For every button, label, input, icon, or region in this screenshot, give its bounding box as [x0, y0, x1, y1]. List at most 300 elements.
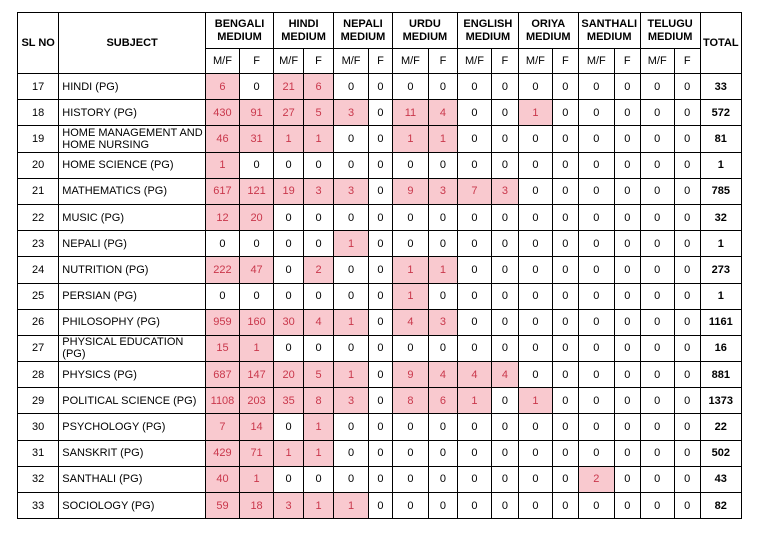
subject-header: SUBJECT: [59, 13, 206, 74]
value-cell: 0: [640, 466, 674, 492]
value-cell: 0: [640, 283, 674, 309]
value-cell: 0: [614, 178, 640, 204]
value-cell: 21: [274, 74, 304, 100]
value-cell: 0: [578, 178, 614, 204]
medium-header: SANTHALI MEDIUM: [578, 13, 640, 49]
value-cell: 0: [640, 388, 674, 414]
value-cell: 0: [334, 204, 369, 230]
value-cell: 0: [674, 440, 700, 466]
medium-header: BENGALI MEDIUM: [205, 13, 273, 49]
value-cell: 0: [492, 204, 519, 230]
sl-no-cell: 21: [18, 178, 59, 204]
value-cell: 1: [334, 309, 369, 335]
value-cell: 0: [492, 257, 519, 283]
sl-no-cell: 29: [18, 388, 59, 414]
value-cell: 27: [274, 100, 304, 126]
value-cell: 1: [240, 466, 274, 492]
value-cell: 46: [205, 126, 239, 152]
value-cell: 1: [205, 152, 239, 178]
value-cell: 9: [392, 362, 428, 388]
value-cell: 0: [492, 283, 519, 309]
value-cell: 0: [334, 74, 369, 100]
value-cell: 0: [492, 126, 519, 152]
subject-cell: PHILOSOPHY (PG): [59, 309, 206, 335]
value-cell: 0: [614, 493, 640, 519]
value-cell: 1: [304, 493, 334, 519]
table-row: [18, 283, 742, 309]
table-row: [18, 178, 742, 204]
value-cell: 0: [552, 493, 578, 519]
value-cell: 0: [492, 74, 519, 100]
value-cell: 0: [334, 257, 369, 283]
value-cell: 0: [457, 414, 491, 440]
value-cell: 160: [240, 309, 274, 335]
value-cell: 0: [518, 493, 552, 519]
value-cell: 11: [392, 100, 428, 126]
value-cell: 0: [369, 493, 393, 519]
value-cell: 0: [457, 257, 491, 283]
value-cell: 0: [274, 414, 304, 440]
value-cell: 0: [578, 493, 614, 519]
table-body: [18, 74, 742, 519]
value-cell: 0: [674, 493, 700, 519]
table-row: [18, 335, 742, 361]
value-cell: 0: [240, 283, 274, 309]
value-cell: 0: [640, 204, 674, 230]
value-cell: 0: [614, 204, 640, 230]
value-cell: 121: [240, 178, 274, 204]
value-cell: 0: [518, 231, 552, 257]
mf-header: M/F: [274, 49, 304, 74]
value-cell: 0: [674, 257, 700, 283]
value-cell: 30: [274, 309, 304, 335]
value-cell: 0: [674, 178, 700, 204]
value-cell: 0: [369, 335, 393, 361]
mf-header: M/F: [392, 49, 428, 74]
value-cell: 0: [518, 152, 552, 178]
medium-header: ENGLISH MEDIUM: [457, 13, 518, 49]
enrollment-table: [17, 12, 742, 519]
f-header: F: [492, 49, 519, 74]
value-cell: 1: [274, 126, 304, 152]
value-cell: 6: [205, 74, 239, 100]
value-cell: 0: [492, 388, 519, 414]
sl-no-cell: 31: [18, 440, 59, 466]
subject-cell: SANSKRIT (PG): [59, 440, 206, 466]
value-cell: 3: [429, 178, 458, 204]
value-cell: 18: [240, 493, 274, 519]
value-cell: 0: [674, 283, 700, 309]
value-cell: 47: [240, 257, 274, 283]
value-cell: 3: [274, 493, 304, 519]
value-cell: 0: [304, 283, 334, 309]
value-cell: 0: [518, 466, 552, 492]
value-cell: 0: [304, 152, 334, 178]
value-cell: 0: [240, 231, 274, 257]
total-cell: 16: [700, 335, 741, 361]
value-cell: 0: [492, 100, 519, 126]
value-cell: 0: [457, 466, 491, 492]
value-cell: 0: [369, 362, 393, 388]
value-cell: 4: [429, 362, 458, 388]
value-cell: 0: [578, 126, 614, 152]
value-cell: 0: [674, 204, 700, 230]
value-cell: 14: [240, 414, 274, 440]
sl-no-header: SL NO: [18, 13, 59, 74]
table-row: [18, 257, 742, 283]
value-cell: 0: [518, 440, 552, 466]
value-cell: 0: [674, 126, 700, 152]
value-cell: 0: [274, 466, 304, 492]
value-cell: 617: [205, 178, 239, 204]
value-cell: 0: [552, 74, 578, 100]
value-cell: 0: [304, 231, 334, 257]
value-cell: 0: [674, 388, 700, 414]
value-cell: 0: [640, 362, 674, 388]
value-cell: 0: [674, 231, 700, 257]
value-cell: 0: [552, 126, 578, 152]
total-cell: 1373: [700, 388, 741, 414]
total-cell: 273: [700, 257, 741, 283]
value-cell: 0: [614, 283, 640, 309]
value-cell: 0: [578, 309, 614, 335]
subject-cell: PHYSICAL EDUCATION (PG): [59, 335, 206, 361]
value-cell: 0: [614, 152, 640, 178]
value-cell: 0: [392, 152, 428, 178]
value-cell: 0: [640, 178, 674, 204]
value-cell: 0: [518, 257, 552, 283]
total-cell: 1: [700, 152, 741, 178]
sl-no-cell: 32: [18, 466, 59, 492]
value-cell: 0: [614, 440, 640, 466]
sl-no-cell: 26: [18, 309, 59, 335]
value-cell: 0: [552, 152, 578, 178]
value-cell: 0: [274, 335, 304, 361]
value-cell: 0: [429, 74, 458, 100]
value-cell: 5: [304, 362, 334, 388]
value-cell: 0: [614, 362, 640, 388]
value-cell: 6: [304, 74, 334, 100]
value-cell: 0: [640, 309, 674, 335]
value-cell: 0: [518, 309, 552, 335]
medium-header: NEPALI MEDIUM: [334, 13, 393, 49]
f-header: F: [429, 49, 458, 74]
value-cell: 1108: [205, 388, 239, 414]
value-cell: 0: [674, 100, 700, 126]
value-cell: 0: [518, 414, 552, 440]
total-cell: 43: [700, 466, 741, 492]
f-header: F: [674, 49, 700, 74]
total-cell: 82: [700, 493, 741, 519]
value-cell: 0: [457, 74, 491, 100]
value-cell: 0: [578, 74, 614, 100]
value-cell: 0: [614, 335, 640, 361]
total-header: TOTAL: [700, 13, 741, 74]
table-row: [18, 362, 742, 388]
value-cell: 2: [304, 257, 334, 283]
table-row: [18, 100, 742, 126]
value-cell: 1: [429, 126, 458, 152]
value-cell: 0: [674, 335, 700, 361]
value-cell: 0: [640, 257, 674, 283]
value-cell: 0: [457, 152, 491, 178]
value-cell: 0: [640, 74, 674, 100]
mf-header: M/F: [518, 49, 552, 74]
value-cell: 0: [457, 283, 491, 309]
value-cell: 0: [578, 335, 614, 361]
sl-no-cell: 24: [18, 257, 59, 283]
value-cell: 0: [334, 335, 369, 361]
subject-cell: HOME MANAGEMENT AND HOME NURSING: [59, 126, 206, 152]
value-cell: 0: [552, 414, 578, 440]
mf-header: M/F: [578, 49, 614, 74]
value-cell: 0: [492, 493, 519, 519]
value-cell: 0: [369, 74, 393, 100]
value-cell: 1: [304, 440, 334, 466]
value-cell: 8: [304, 388, 334, 414]
value-cell: 0: [518, 126, 552, 152]
value-cell: 0: [457, 309, 491, 335]
value-cell: 0: [240, 74, 274, 100]
medium-header: URDU MEDIUM: [392, 13, 457, 49]
value-cell: 1: [304, 126, 334, 152]
value-cell: 1: [334, 493, 369, 519]
value-cell: 3: [334, 388, 369, 414]
total-cell: 785: [700, 178, 741, 204]
value-cell: 20: [240, 204, 274, 230]
value-cell: 0: [578, 440, 614, 466]
value-cell: 5: [304, 100, 334, 126]
value-cell: 1: [334, 231, 369, 257]
total-cell: 1161: [700, 309, 741, 335]
sl-no-cell: 18: [18, 100, 59, 126]
value-cell: 0: [369, 257, 393, 283]
value-cell: 687: [205, 362, 239, 388]
value-cell: 0: [640, 335, 674, 361]
value-cell: 0: [552, 335, 578, 361]
value-cell: 71: [240, 440, 274, 466]
value-cell: 0: [429, 283, 458, 309]
value-cell: 0: [492, 440, 519, 466]
value-cell: 959: [205, 309, 239, 335]
value-cell: 0: [578, 100, 614, 126]
value-cell: 0: [640, 152, 674, 178]
value-cell: 3: [492, 178, 519, 204]
value-cell: 0: [614, 388, 640, 414]
value-cell: 0: [392, 414, 428, 440]
value-cell: 0: [392, 231, 428, 257]
value-cell: 0: [578, 388, 614, 414]
value-cell: 0: [429, 466, 458, 492]
value-cell: 0: [334, 414, 369, 440]
value-cell: 0: [369, 309, 393, 335]
value-cell: 0: [552, 466, 578, 492]
table-row: [18, 440, 742, 466]
value-cell: 0: [392, 440, 428, 466]
subject-cell: HINDI (PG): [59, 74, 206, 100]
sl-no-cell: 20: [18, 152, 59, 178]
value-cell: 0: [369, 466, 393, 492]
total-cell: 22: [700, 414, 741, 440]
value-cell: 4: [429, 100, 458, 126]
value-cell: 0: [334, 283, 369, 309]
value-cell: 15: [205, 335, 239, 361]
value-cell: 0: [614, 100, 640, 126]
value-cell: 0: [552, 231, 578, 257]
table-row: [18, 74, 742, 100]
medium-header: ORIYA MEDIUM: [518, 13, 578, 49]
subject-cell: PERSIAN (PG): [59, 283, 206, 309]
value-cell: 0: [518, 178, 552, 204]
value-cell: 0: [429, 335, 458, 361]
value-cell: 7: [205, 414, 239, 440]
total-cell: 32: [700, 204, 741, 230]
value-cell: 0: [274, 204, 304, 230]
mf-header: M/F: [334, 49, 369, 74]
value-cell: 0: [492, 335, 519, 361]
subject-cell: MATHEMATICS (PG): [59, 178, 206, 204]
value-cell: 1: [392, 283, 428, 309]
value-cell: 3: [334, 178, 369, 204]
value-cell: 0: [429, 231, 458, 257]
value-cell: 1: [304, 414, 334, 440]
value-cell: 6: [429, 388, 458, 414]
value-cell: 0: [369, 440, 393, 466]
value-cell: 3: [334, 100, 369, 126]
f-header: F: [552, 49, 578, 74]
subject-cell: PSYCHOLOGY (PG): [59, 414, 206, 440]
value-cell: 0: [457, 100, 491, 126]
subject-cell: POLITICAL SCIENCE (PG): [59, 388, 206, 414]
value-cell: 0: [429, 493, 458, 519]
mf-header: M/F: [457, 49, 491, 74]
mf-header: M/F: [205, 49, 239, 74]
value-cell: 0: [457, 493, 491, 519]
f-header: F: [240, 49, 274, 74]
value-cell: 0: [578, 257, 614, 283]
value-cell: 0: [492, 231, 519, 257]
value-cell: 1: [518, 388, 552, 414]
value-cell: 35: [274, 388, 304, 414]
value-cell: 0: [674, 309, 700, 335]
subject-cell: HISTORY (PG): [59, 100, 206, 126]
sl-no-cell: 25: [18, 283, 59, 309]
value-cell: 0: [552, 257, 578, 283]
value-cell: 0: [369, 283, 393, 309]
value-cell: 0: [334, 152, 369, 178]
value-cell: 0: [640, 493, 674, 519]
value-cell: 0: [518, 335, 552, 361]
table-row: [18, 231, 742, 257]
value-cell: 430: [205, 100, 239, 126]
value-cell: 0: [640, 231, 674, 257]
value-cell: 2: [578, 466, 614, 492]
value-cell: 0: [552, 283, 578, 309]
value-cell: 0: [369, 204, 393, 230]
value-cell: 9: [392, 178, 428, 204]
subject-cell: MUSIC (PG): [59, 204, 206, 230]
value-cell: 0: [392, 466, 428, 492]
value-cell: 222: [205, 257, 239, 283]
value-cell: 0: [578, 362, 614, 388]
subject-cell: NUTRITION (PG): [59, 257, 206, 283]
value-cell: 0: [518, 283, 552, 309]
value-cell: 429: [205, 440, 239, 466]
subject-cell: NEPALI (PG): [59, 231, 206, 257]
value-cell: 0: [392, 204, 428, 230]
table-row: [18, 204, 742, 230]
value-cell: 0: [334, 466, 369, 492]
sl-no-cell: 17: [18, 74, 59, 100]
value-cell: 1: [274, 440, 304, 466]
value-cell: 0: [552, 388, 578, 414]
value-cell: 0: [614, 466, 640, 492]
value-cell: 0: [578, 414, 614, 440]
value-cell: 31: [240, 126, 274, 152]
value-cell: 0: [457, 126, 491, 152]
value-cell: 0: [640, 100, 674, 126]
value-cell: 0: [640, 126, 674, 152]
value-cell: 203: [240, 388, 274, 414]
table-header: [18, 13, 742, 74]
value-cell: 7: [457, 178, 491, 204]
medium-header: TELUGU MEDIUM: [640, 13, 700, 49]
value-cell: 0: [274, 231, 304, 257]
value-cell: 0: [457, 335, 491, 361]
value-cell: 0: [614, 74, 640, 100]
value-cell: 1: [429, 257, 458, 283]
value-cell: 0: [518, 204, 552, 230]
value-cell: 0: [640, 414, 674, 440]
value-cell: 0: [640, 440, 674, 466]
value-cell: 0: [392, 74, 428, 100]
sl-no-cell: 30: [18, 414, 59, 440]
value-cell: 0: [304, 335, 334, 361]
value-cell: 12: [205, 204, 239, 230]
value-cell: 0: [614, 231, 640, 257]
value-cell: 0: [457, 204, 491, 230]
total-cell: 1: [700, 231, 741, 257]
subject-cell: SOCIOLOGY (PG): [59, 493, 206, 519]
value-cell: 0: [492, 414, 519, 440]
value-cell: 0: [369, 178, 393, 204]
value-cell: 4: [392, 309, 428, 335]
value-cell: 0: [674, 466, 700, 492]
medium-header: HINDI MEDIUM: [274, 13, 334, 49]
table-row: [18, 152, 742, 178]
value-cell: 8: [392, 388, 428, 414]
value-cell: 0: [334, 440, 369, 466]
value-cell: 4: [304, 309, 334, 335]
f-header: F: [369, 49, 393, 74]
value-cell: 0: [674, 414, 700, 440]
value-cell: 0: [578, 204, 614, 230]
value-cell: 0: [205, 231, 239, 257]
value-cell: 0: [518, 362, 552, 388]
value-cell: 0: [552, 362, 578, 388]
sl-no-cell: 28: [18, 362, 59, 388]
value-cell: 0: [457, 231, 491, 257]
sl-no-cell: 27: [18, 335, 59, 361]
sl-no-cell: 23: [18, 231, 59, 257]
value-cell: 0: [552, 440, 578, 466]
value-cell: 0: [369, 414, 393, 440]
value-cell: 0: [492, 309, 519, 335]
value-cell: 147: [240, 362, 274, 388]
value-cell: 0: [614, 126, 640, 152]
table-row: [18, 126, 742, 152]
total-cell: 33: [700, 74, 741, 100]
